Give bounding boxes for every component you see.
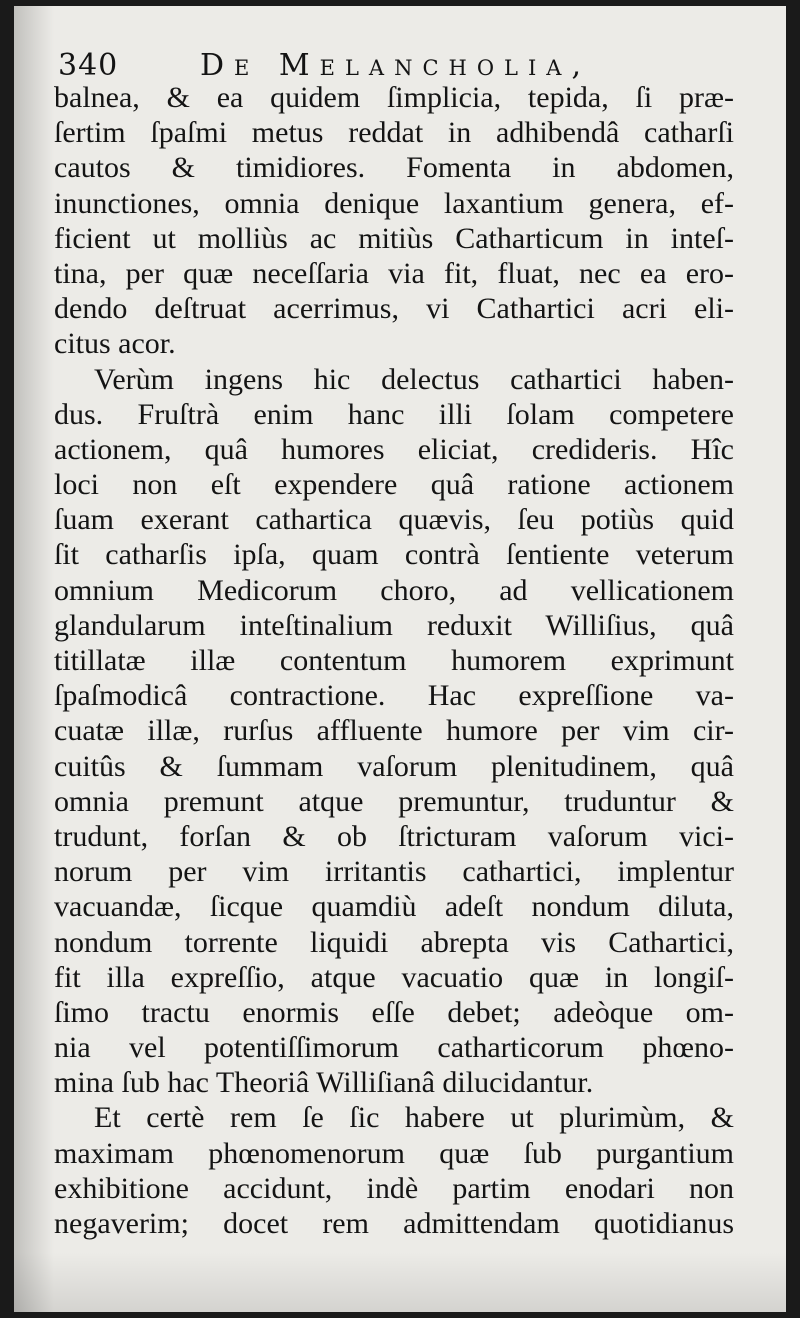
text-line: ficient ut molliùs ac mitiùs Catharticum in inteſ-	[54, 221, 734, 255]
text-line: negaverim; docet rem admittendam quotidianus	[54, 1207, 734, 1240]
text-line: inunctiones, omnia denique laxantium genera, ef-	[54, 186, 734, 220]
body-text	[54, 80, 734, 1241]
text-line: exhibitione accidunt, indè partim enodari non	[54, 1171, 734, 1205]
text-line: ſertim ſpaſmi metus reddat in adhibendâ catharſi	[54, 116, 734, 150]
text-line: glandularum inteſtinalium reduxit Williſius, quâ	[54, 608, 734, 642]
text-line: fit illa expreſſio, atque vacuatio quæ in longiſ-	[54, 960, 734, 994]
text-line: mina ſub hac Theoriâ Williſianâ dilucidantur.	[54, 1066, 594, 1100]
page-gutter-shadow	[14, 6, 54, 1312]
text-line: cuatæ illæ, rurſus affluente humore per vim cir-	[54, 714, 734, 748]
text-line: omnium Medicorum choro, ad vellicationem	[54, 573, 734, 607]
text-line: dendo deſtruat acerrimus, vi Cathartici acri eli-	[54, 292, 734, 326]
text-line: actionem, quâ humores eliciat, credideris. Hîc	[54, 432, 734, 466]
text-line: cuitûs & ſummam vaſorum plenitudinem, quâ	[54, 749, 734, 783]
text-line: nondum torrente liquidi abrepta vis Cathartici,	[54, 925, 734, 959]
book-page	[14, 6, 786, 1312]
text-line: cautos & timidiores. Fomenta in abdomen,	[54, 151, 734, 185]
text-line: maximam phœnomenorum quæ ſub purgantium	[54, 1136, 734, 1170]
text-line: ſpaſmodicâ contractione. Hac expreſſione va-	[54, 679, 734, 713]
text-line: trudunt, forſan & ob ſtricturam vaſorum vici-	[54, 819, 734, 853]
text-line: balnea, & ea quidem ſimplicia, tepida, ſi præ-	[54, 81, 734, 114]
text-line: ſit catharſis ipſa, quam contrà ſentiente veterum	[54, 538, 734, 572]
text-line: tina, per quæ neceſſaria via fit, fluat, nec ea ero-	[54, 256, 734, 290]
text-line: dus. Fruſtrà enim hanc illi ſolam competere	[54, 397, 734, 431]
text-line: loci non eſt expendere quâ ratione actionem	[54, 468, 734, 502]
text-line: titillatæ illæ contentum humorem exprimunt	[54, 644, 734, 677]
text-line: ſimo tractu enormis eſſe debet; adeòque om-	[54, 995, 734, 1029]
text-line: citus acor.	[54, 327, 176, 361]
page-bottom-shadow	[14, 1252, 786, 1312]
text-line: omnia premunt atque premuntur, truduntur &	[54, 784, 734, 818]
page-number: 340	[58, 48, 119, 83]
text-line: vacuandæ, ſicque quamdiù adeſt nondum diluta,	[54, 890, 734, 924]
text-line: ſuam exerant cathartica quævis, ſeu potiùs quid	[54, 503, 734, 537]
paragraph-first-line: Verùm ingens hic delectus cathartici haben-	[94, 362, 734, 396]
text-line: nia vel potentiſſimorum catharticorum phœno-	[54, 1031, 734, 1065]
paragraph-first-line: Et certè rem ſe ſic habere ut plurimùm, &	[94, 1101, 734, 1135]
running-head-title: De Melancholia,	[200, 48, 591, 83]
text-line: norum per vim irritantis cathartici, implentur	[54, 855, 734, 889]
